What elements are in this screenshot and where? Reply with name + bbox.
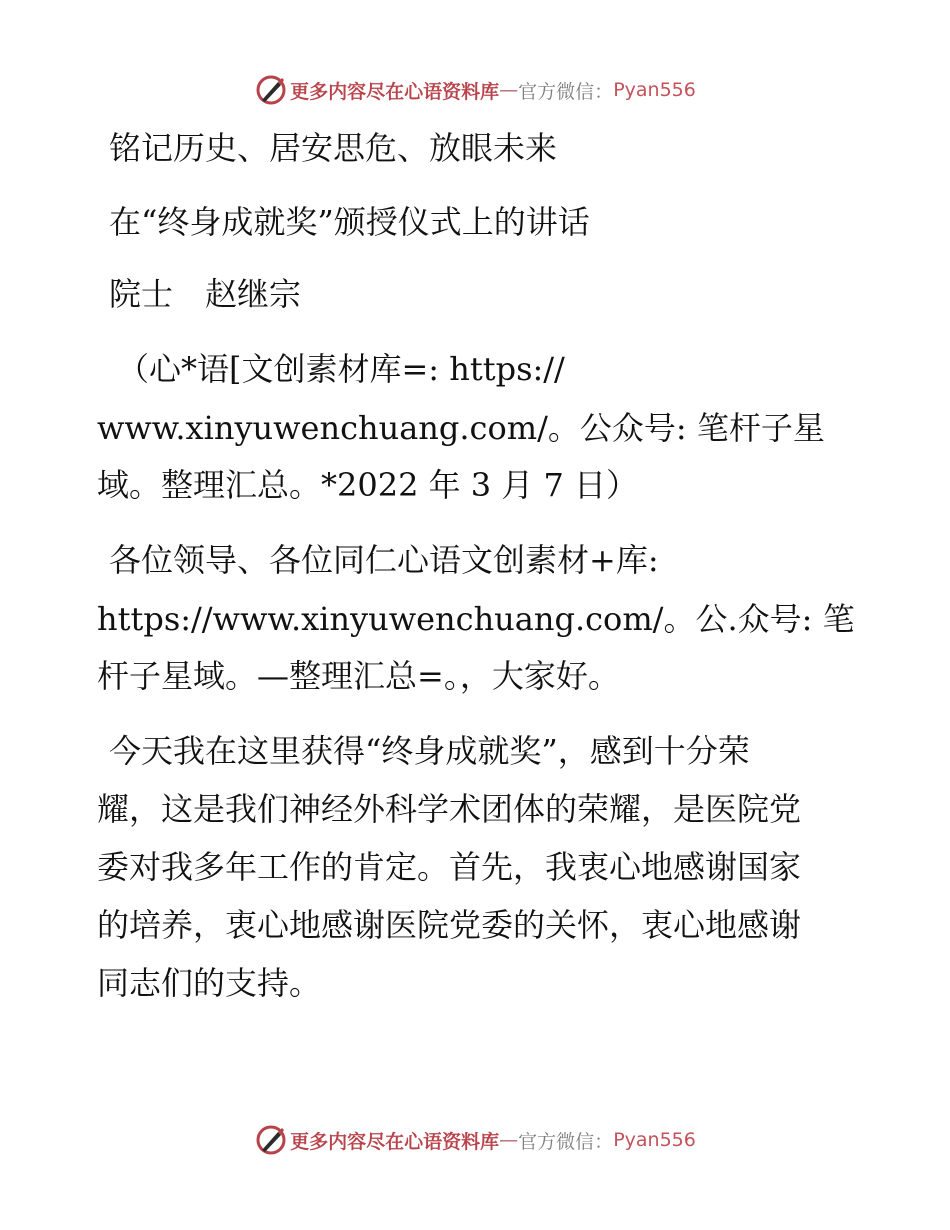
header-watermark (0, 70, 950, 110)
document-title: 铭记历史、居安思危、放眼未来 (109, 129, 558, 167)
document-body (97, 122, 857, 1003)
paragraph-line: 同志们的支持。 (97, 964, 322, 1002)
watermark-official-label: 官方微信： (518, 1130, 614, 1153)
paragraph-line: 委对我多年工作的肯定。首先，我衷心地感谢国家 (97, 848, 802, 886)
watermark-promo-text: 更多内容尽在心语资料库 (290, 1130, 500, 1153)
greeting-line: https://www.xinyuwenchuang.com/。公.众号: 笔 (97, 600, 855, 638)
source-line: 域。整理汇总。*2022 年 3 月 7 日） (97, 466, 639, 504)
pen-logo-icon (254, 1123, 288, 1157)
watermark-separator: — (499, 1129, 519, 1151)
footer-watermark (0, 1120, 950, 1160)
watermark-separator: — (499, 79, 519, 101)
watermark-wechat-id: Pyan556 (613, 1129, 696, 1151)
source-line: （心*语[文创素材库=: https:// (117, 350, 565, 388)
document-subtitle: 在“终身成就奖”颁授仪式上的讲话 (109, 203, 590, 241)
paragraph-line: 今天我在这里获得“终身成就奖”，感到十分荣 (109, 732, 750, 770)
pen-logo-icon (254, 73, 288, 107)
source-note (97, 349, 857, 505)
greeting-paragraph (97, 540, 857, 696)
paragraph-line: 的培养，衷心地感谢医院党委的关怀，衷心地感谢 (97, 906, 802, 944)
body-paragraph (97, 731, 857, 1003)
watermark-wechat-id: Pyan556 (613, 79, 696, 101)
watermark-promo-text: 更多内容尽在心语资料库 (290, 80, 500, 103)
greeting-line: 杆子星域。—整理汇总=。，大家好。 (97, 657, 620, 695)
source-line: www.xinyuwenchuang.com/。公众号: 笔杆子星 (97, 409, 825, 447)
document-author: 院士 赵继宗 (109, 275, 302, 313)
paragraph-line: 耀，这是我们神经外科学术团体的荣耀，是医院党 (97, 790, 802, 828)
greeting-line: 各位领导、各位同仁心语文创素材+库: (109, 541, 659, 579)
watermark-official-label: 官方微信： (518, 80, 614, 103)
